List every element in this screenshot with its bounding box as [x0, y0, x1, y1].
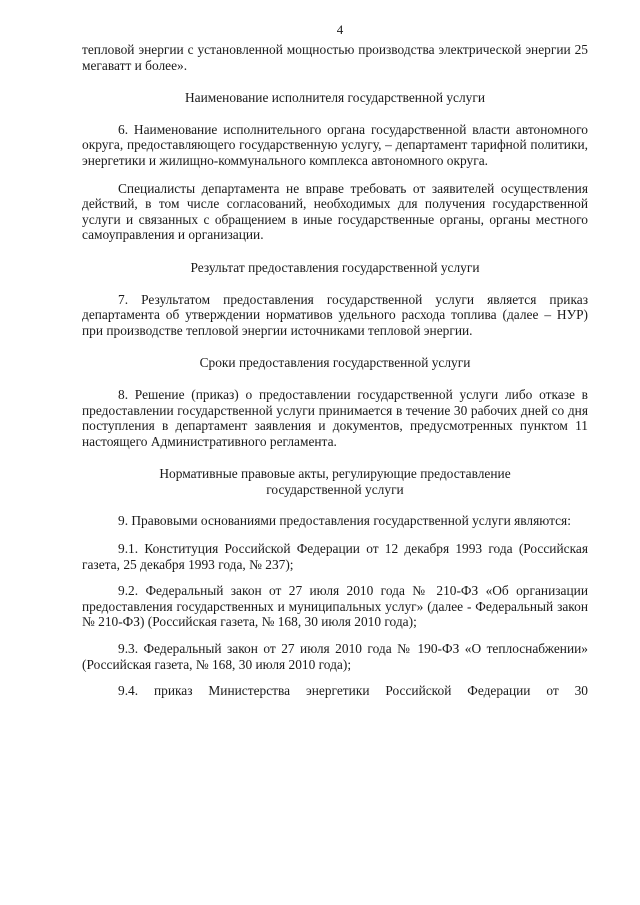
paragraph-8: 8. Решение (приказ) о предоставлении государственной услуги либо отказе в предоставлении государственной услуги принимается в течение 30 рабочих дней со дня поступления в департамент заявления и документов, предусмотренных пунктом 11 настоящего Административного регламента.	[82, 386, 588, 449]
paragraph-7: 7. Результатом предоставления государственной услуги является приказ департамента об утверждении нормативов удельного расхода топлива (далее – НУР) при производстве тепловой энергии источниками тепловой энергии.	[82, 291, 588, 338]
paragraph-9: 9. Правовыми основаниями предоставления государственной услуги являются:	[118, 513, 571, 529]
paragraph-9-3: 9.3. Федеральный закон от 27 июля 2010 года № 190-ФЗ «О теплоснабжении» (Российская газета, № 168, 30 июля 2010 года);	[82, 641, 588, 672]
paragraph-9-4: 9.4. приказ Министерства энергетики Российской Федерации от 30	[118, 683, 588, 699]
paragraph-9-2: 9.2. Федеральный закон от 27 июля 2010 года № 210-ФЗ «Об организации предоставления государственных и муниципальных услуг» (далее - Федеральный закон № 210-ФЗ) (Российская газета, № 168, 30 июля 2010 года);	[82, 583, 588, 630]
continuation-paragraph: тепловой энергии с установленной мощностью производства электрической энергии 25 мегаватт и более».	[82, 42, 588, 73]
paragraph-specialists: Специалисты департамента не вправе требовать от заявителей осуществления действий, в том числе согласований, необходимых для получения государственной услуги и связанных с обращением в иные государственные органы, органы местного самоуправления и организации.	[82, 180, 588, 243]
section-heading-result: Результат предоставления государственной услуги	[190, 259, 480, 275]
section-heading-executor: Наименование исполнителя государственной услуги	[184, 90, 486, 106]
paragraph-6: 6. Наименование исполнительного органа государственной власти автономного округа, предоставляющего государственную услугу, – департамент тарифной политики, энергетики и жилищно-коммунального комплекса автономного округа.	[82, 121, 588, 168]
page-number: 4	[336, 22, 344, 37]
paragraph-9-1: 9.1. Конституция Российской Федерации от 12 декабря 1993 года (Российская газета, 25 декабря 1993 года, № 237);	[82, 541, 588, 572]
section-heading-legal-acts: Нормативные правовые акты, регулирующие предоставление государственной услуги	[159, 466, 511, 497]
section-heading-terms: Сроки предоставления государственной услуги	[199, 355, 471, 371]
